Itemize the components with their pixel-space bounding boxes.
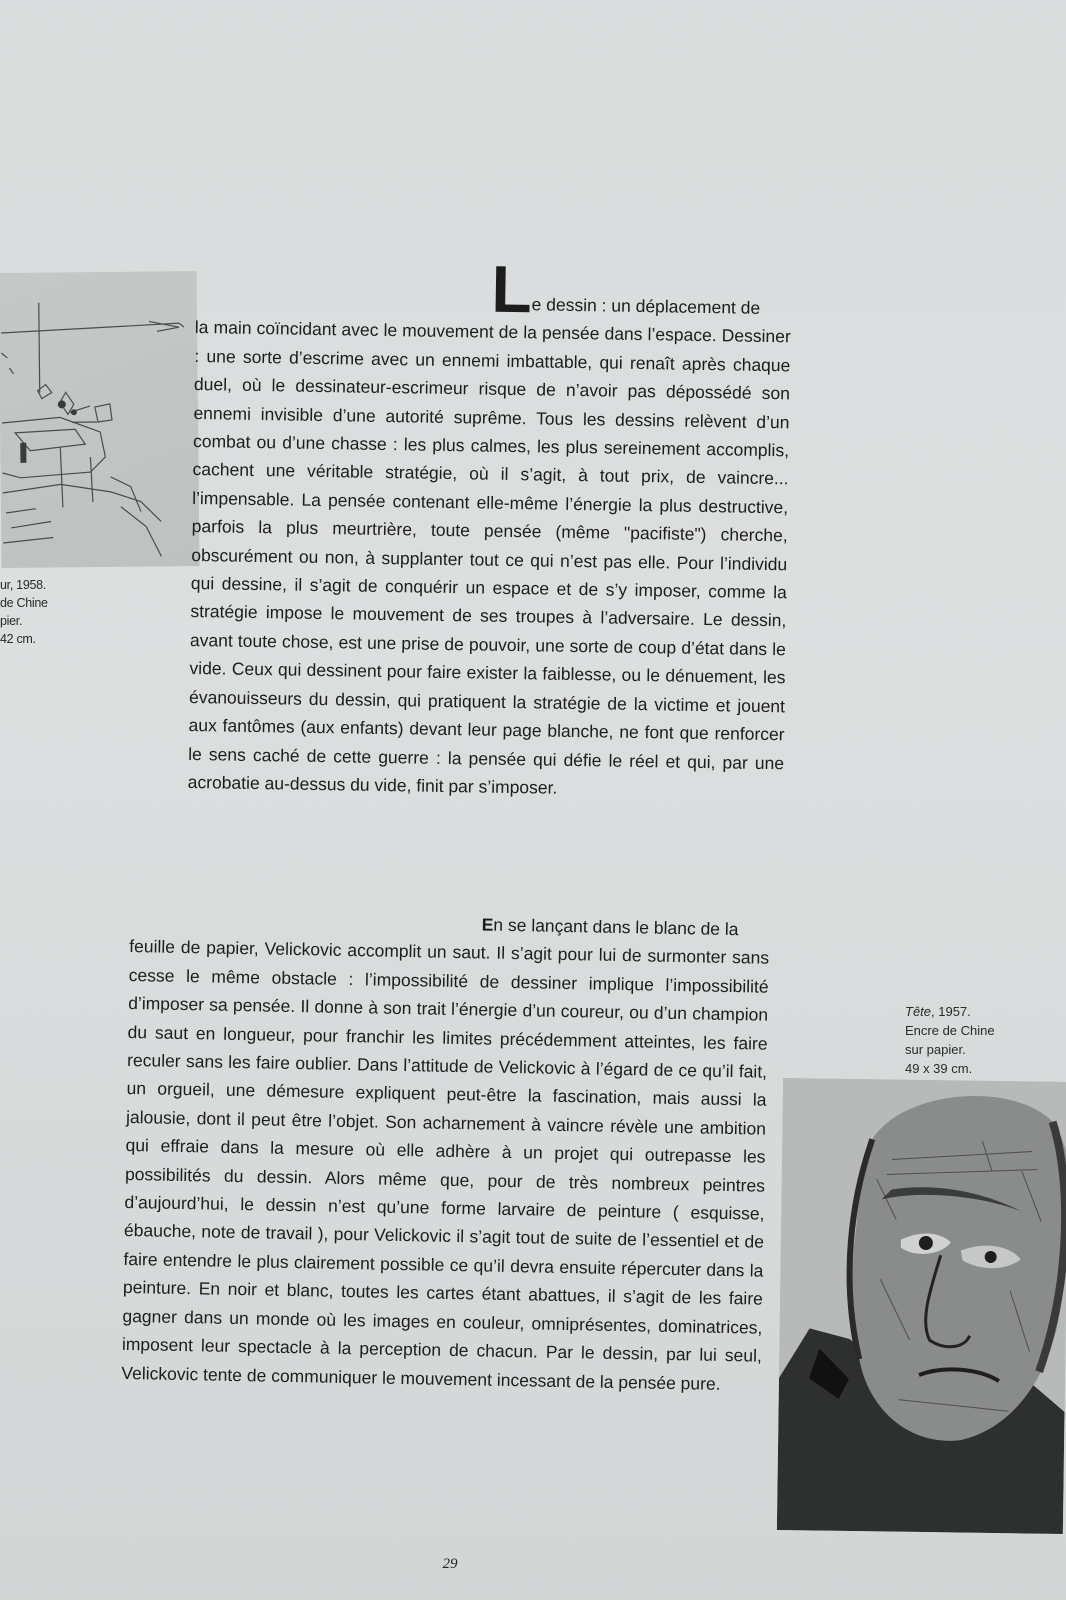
- paragraph-2-first-line: n se lançant dans le blanc de la: [493, 914, 739, 940]
- left-caption-line: de Chine: [0, 596, 48, 610]
- paragraph-1-body: la main coïncidant avec le mouvement de la pensée dans l’espace. Dessiner : une sorte d’escrime avec un ennemi imbattable, qui renaît après chaque duel, où le dessinateur-escrimeur risque de n’avoir pas dépossédé son ennemi invisible d’une autorité suprême. Tous les dessins relèvent d’un combat ou d’une chasse : les plus calmes, les plus sereinement accomplis, cachent une véritable stratégie, où il s’agit, à tout prix, de vaincre... l’impensable. La pensée contenant elle-même l’énergie la plus destructive, parfois la plus meurtrière, toute pensée (même "pacifiste") cherche, obscurément ou non, à supplanter tout ce qui n’est pas elle. Pour l’individu qui dessine, il s’agit de conquérir un espace et de s’y imposer, comme la stratégie impose le mouvement de ses troupes à l’adversaire. Le dessin, avant toute chose, est une prise de pouvoir, une sorte de coup d’état dans le vide. Ceux qui dessinent pour faire exister la faiblesse, ou le dénuement, les évanouisseurs du dessin, qui pratiquent la stratégie de la victime et jouent aux fantômes (aux enfants) devant leur page blanche, ne font que renforcer le sens caché de cette guerre : la pensée qui défie le réel et qui, par une acrobatie au-dessus du vide, finit par s’imposer.: [187, 317, 791, 798]
- paragraph-1-first-line: e dessin : un déplacement de: [531, 294, 761, 318]
- paragraph-1: [187, 251, 792, 806]
- drop-cap: L: [490, 251, 531, 327]
- paragraph-2-body: feuille de papier, Velickovic accomplit un saut. Il s’agit pour lui de surmonter sans cesse le même obstacle : l’impossibilité de dessiner implique l’impossibilité d’imposer sa pensée. Il donne à son trait l’énergie d’un coureur, ou d’un champion du saut en longueur, pour franchir les limites précédemment atteintes, les faire reculer sans les faire oublier. Dans l’attitude de Velickovic à l’égard de ce qu’il fait, un orgueil, une démesure expliquent peut-être la fascination, mais aussi la jalousie, dont il peut être l’objet. Son acharnement à vaincre révèle une ambition qui effraie dans la mesure où elle adhère à un projet qui outrepasse les possibilités du dessin. Alors même que, pour de très nombreux peintres d’aujourd’hui, le dessin n’est qu’une forme larvaire de peinture ( esquisse, ébauche, note de travail ), pour Velickovic il s’agit tout de suite de l’essentiel et de faire entendre le plus clairement possible ce qu’il devra ensuite répercuter dans la peinture. En noir et blanc, toutes les cartes étant abattues, il s’agit de les faire gagner dans un monde où les images en couleur, omniprésentes, dominatrices, imposent leur spectacle à la perception de chacun. Par le dessin, par lui seul, Velickovic tente de communiquer le mouvement incessant de la pensée pure.: [121, 936, 770, 1394]
- left-caption-line: pier.: [0, 614, 23, 628]
- left-illustration: [0, 271, 200, 568]
- left-figure-caption: [0, 576, 80, 648]
- left-caption-line: ur, 1958.: [0, 578, 46, 592]
- right-figure-caption: [905, 1002, 1025, 1078]
- page-number: 29: [442, 1556, 458, 1572]
- right-caption-line: Encre de Chine: [905, 1023, 995, 1038]
- artwork-year: , 1957.: [931, 1004, 971, 1019]
- paragraph-1-lead: [195, 251, 792, 327]
- portrait-illustration: [777, 1078, 1066, 1534]
- paragraph-2: [121, 904, 770, 1399]
- right-caption-line: 49 x 39 cm.: [905, 1061, 973, 1076]
- interior-sketch-drawing: [0, 271, 200, 568]
- head-portrait-drawing: [777, 1078, 1066, 1534]
- left-caption-line: 42 cm.: [0, 632, 36, 646]
- right-caption-line: sur papier.: [905, 1042, 966, 1057]
- artwork-title: Tête: [905, 1004, 932, 1019]
- bold-initial: E: [481, 914, 494, 935]
- right-caption-title-line: [905, 1002, 1025, 1021]
